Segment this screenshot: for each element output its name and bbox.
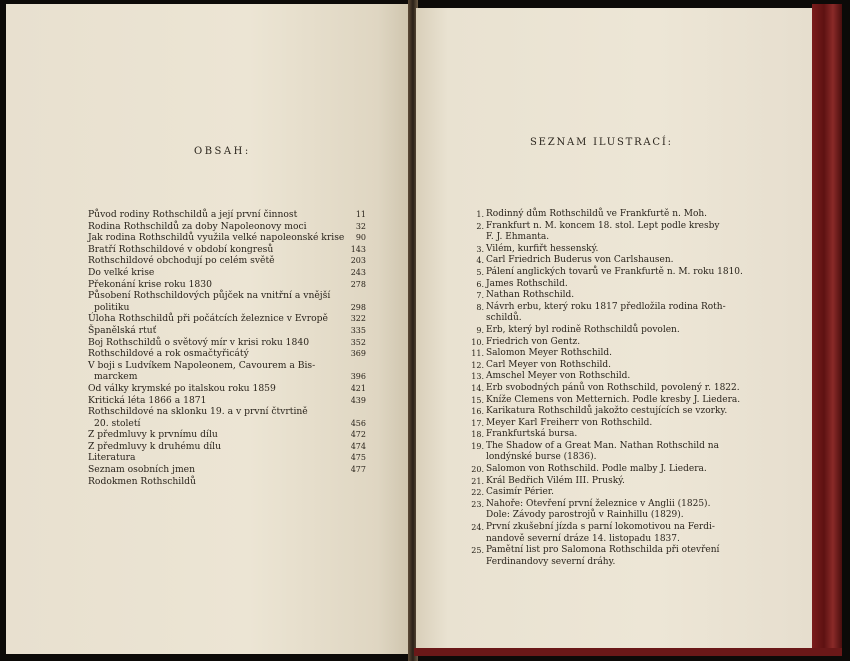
illustration-row <box>466 279 766 291</box>
illustration-number: 13. <box>471 372 484 382</box>
toc-row <box>88 371 378 383</box>
illustration-title: Salomon Meyer Rothschild. <box>486 348 612 359</box>
illustration-number: 23. <box>471 499 484 509</box>
illustration-row <box>466 499 766 511</box>
toc-title: Rodokmen Rothschildů <box>88 475 196 487</box>
illustration-number: 24. <box>471 523 484 533</box>
illustration-row <box>466 244 766 256</box>
toc-title: politiku <box>94 301 130 313</box>
toc-row <box>88 360 378 372</box>
illustration-number: 2. <box>476 221 484 231</box>
toc-row <box>88 452 378 464</box>
toc-title: Z předmluvy k druhému dílu <box>88 440 222 452</box>
toc-title: Původ rodiny Rothschildů a její první činnost <box>88 209 298 220</box>
toc-row <box>88 441 378 453</box>
toc-title: Seznam osobních jmen <box>88 464 196 476</box>
illustration-title: Ferdinandovy severní dráhy. <box>486 556 616 567</box>
illustration-row <box>466 418 766 430</box>
illustration-row <box>466 487 766 499</box>
toc-title: Rodina Rothschildů za doby Napoleonovy moci <box>88 220 307 232</box>
illustration-title: The Shadow of a Great Man. Nathan Rothschild na <box>486 440 719 451</box>
toc-title: Působení Rothschildových půjček na vnitřní a vnější <box>88 290 331 302</box>
illustration-row <box>466 302 766 314</box>
illustration-title: Karikatura Rothschildů jakožto cestujících se vzorky. <box>486 406 728 417</box>
illustration-number: 7. <box>476 291 484 301</box>
illustration-number: 1. <box>476 210 484 219</box>
illustration-title: nandově severní dráze 14. listopadu 1837. <box>486 533 680 544</box>
illustration-title: Pálení anglických tovarů ve Frankfurtě n. M. roku 1810. <box>486 266 743 277</box>
illustration-row <box>466 476 766 488</box>
illustration-title: Král Bedřich Vilém III. Pruský. <box>486 475 625 486</box>
illustration-row <box>466 534 766 546</box>
illustration-row <box>466 522 766 534</box>
illustration-row <box>466 510 766 522</box>
illustration-title: schildů. <box>486 313 522 324</box>
illustration-title: Erb, který byl rodině Rothschildů povolen. <box>486 324 680 335</box>
illustration-number: 14. <box>471 383 484 393</box>
toc-page-number: 203 <box>350 256 366 266</box>
illustration-row <box>466 209 766 221</box>
illustration-row <box>466 452 766 464</box>
toc-title: Do velké krise <box>88 266 155 278</box>
illustration-title: Rodinný dům Rothschildů ve Frankfurtě n. Moh. <box>486 209 708 219</box>
illustration-title: Nahoře: Otevření první železnice v Anglii (1825). <box>486 498 711 509</box>
table-of-contents <box>88 209 378 487</box>
illustration-row <box>466 441 766 453</box>
illustration-number: 21. <box>471 476 484 486</box>
toc-row <box>88 313 378 325</box>
toc-page-number: 143 <box>350 244 366 254</box>
illustration-row <box>466 255 766 267</box>
toc-title: Bratří Rothschildové v období kongresů <box>88 243 274 255</box>
illustration-title: Dole: Závody parostrojů v Rainhillu (1829). <box>486 510 684 521</box>
toc-title: V boji s Ludvíkem Napoleonem, Cavourem a Bis- <box>88 359 316 371</box>
illustration-row <box>466 429 766 441</box>
illustration-title: Salomon von Rothschild. Podle malby J. Liedera. <box>486 464 707 475</box>
illustration-title: Carl Friedrich Buderus von Carlshausen. <box>486 255 674 266</box>
toc-title: Kritická léta 1866 a 1871 <box>88 394 207 406</box>
illustration-title: F. J. Ehmanta. <box>486 232 550 243</box>
toc-page-number: 456 <box>350 418 366 428</box>
illustration-title: První zkušební jízda s parní lokomotivou na Ferdi- <box>486 522 715 533</box>
toc-row <box>88 232 378 244</box>
toc-page-number: 298 <box>350 302 366 312</box>
toc-title: Boj Rothschildů o světový mír v krisi roku 1840 <box>88 336 310 348</box>
toc-row <box>88 395 378 407</box>
illustration-number: 19. <box>471 441 484 451</box>
illustration-title: Vilém, kurfiřt hessenský. <box>486 243 599 254</box>
illustration-title: Amschel Meyer von Rothschild. <box>486 371 631 382</box>
illustration-title: James Rothschild. <box>486 278 568 289</box>
illustration-number: 17. <box>471 418 484 428</box>
illustration-title: Kníže Clemens von Metternich. Podle kresby J. Liedera. <box>486 394 741 405</box>
toc-row <box>88 383 378 395</box>
illustration-row <box>466 406 766 418</box>
illustration-number: 18. <box>471 430 484 440</box>
toc-title: Španělská rtuť <box>88 324 157 336</box>
red-cover-bottom <box>414 648 842 656</box>
illustration-number: 9. <box>476 325 484 335</box>
illustration-number: 15. <box>471 395 484 405</box>
illustration-row <box>466 221 766 233</box>
illustration-number: 5. <box>476 267 484 277</box>
illustration-title: Návrh erbu, který roku 1817 předložila rodina Roth- <box>486 301 726 312</box>
illustration-title: Friedrich von Gentz. <box>486 336 581 347</box>
toc-page-number: 90 <box>355 233 366 243</box>
toc-page-number: 335 <box>350 325 366 335</box>
illustration-title: Nathan Rothschild. <box>486 290 575 301</box>
toc-page-number: 32 <box>355 221 366 231</box>
toc-row <box>88 348 378 360</box>
toc-title: marckem <box>94 371 138 383</box>
illustration-title: Erb svobodných pánů von Rothschild, povolený r. 1822. <box>486 382 740 393</box>
toc-title: Rothschildové obchodují po celém světě <box>88 255 275 267</box>
illustration-row <box>466 337 766 349</box>
illustration-title: Frankfurtská bursa. <box>486 429 578 440</box>
illustration-row <box>466 267 766 279</box>
illustration-title: Pamětní list pro Salomona Rothschilda při otevření <box>486 545 720 556</box>
toc-row <box>88 290 378 302</box>
illustration-row <box>466 464 766 476</box>
illustrations-heading: SEZNAM ILUSTRACÍ: <box>530 137 673 148</box>
toc-row <box>88 267 378 279</box>
toc-page-number: 472 <box>350 430 366 440</box>
toc-page-number: 474 <box>350 441 366 451</box>
toc-title: Rothschildové a rok osmačtyřicátý <box>88 348 249 360</box>
illustration-number: 11. <box>471 349 484 359</box>
illustration-number: 3. <box>476 244 484 254</box>
toc-page-number: 369 <box>350 349 366 359</box>
illustration-row <box>466 360 766 372</box>
illustration-number: 4. <box>476 256 484 266</box>
toc-title: Rothschildové na sklonku 19. a v první čtvrtině <box>88 406 308 418</box>
illustration-number: 10. <box>471 337 484 347</box>
contents-heading: OBSAH: <box>194 146 251 157</box>
illustration-number: 6. <box>476 279 484 289</box>
toc-page-number: 475 <box>350 453 366 463</box>
toc-row <box>88 302 378 314</box>
toc-page-number: 396 <box>350 372 366 382</box>
toc-row <box>88 476 378 488</box>
toc-title: Úloha Rothschildů při počátcích železnice v Evropě <box>88 313 328 325</box>
toc-row <box>88 244 378 256</box>
toc-row <box>88 418 378 430</box>
illustration-list <box>466 209 766 568</box>
illustration-row <box>466 371 766 383</box>
toc-row <box>88 406 378 418</box>
illustration-row <box>466 313 766 325</box>
illustration-number: 25. <box>471 546 484 556</box>
toc-title: 20. století <box>94 417 141 429</box>
toc-title: Z předmluvy k prvnímu dílu <box>88 429 218 441</box>
illustration-title: Frankfurt n. M. koncem 18. stol. Lept podle kresby <box>486 220 720 231</box>
toc-page-number: 421 <box>350 383 366 393</box>
illustration-row <box>466 325 766 337</box>
toc-row <box>88 325 378 337</box>
toc-page-number: 439 <box>350 395 366 405</box>
toc-row <box>88 209 378 221</box>
illustration-number: 8. <box>476 302 484 312</box>
toc-page-number: 352 <box>350 337 366 347</box>
toc-page-number: 11 <box>355 210 366 219</box>
toc-page-number: 243 <box>350 267 366 277</box>
illustration-number: 12. <box>471 360 484 370</box>
illustration-number: 22. <box>471 488 484 498</box>
illustration-title: londýnské burse (1836). <box>486 452 597 463</box>
toc-row <box>88 337 378 349</box>
red-cover-edge <box>812 4 842 656</box>
toc-page-number: 278 <box>350 279 366 289</box>
illustration-row <box>466 383 766 395</box>
toc-row <box>88 464 378 476</box>
illustration-row <box>466 545 766 557</box>
toc-page-number: 477 <box>350 465 366 475</box>
illustration-row <box>466 395 766 407</box>
toc-row <box>88 429 378 441</box>
toc-row <box>88 279 378 291</box>
illustration-row <box>466 232 766 244</box>
toc-page-number: 322 <box>350 314 366 324</box>
toc-row <box>88 255 378 267</box>
toc-row <box>88 221 378 233</box>
illustration-number: 20. <box>471 465 484 475</box>
illustration-title: Carl Meyer von Rothschild. <box>486 359 612 370</box>
illustration-title: Casimír Périer. <box>486 487 554 498</box>
illustration-row <box>466 557 766 569</box>
toc-title: Překonání krise roku 1830 <box>88 278 212 290</box>
illustration-row <box>466 348 766 360</box>
toc-title: Od války krymské po italskou roku 1859 <box>88 382 276 394</box>
illustration-title: Meyer Karl Freiherr von Rothschild. <box>486 417 653 428</box>
illustration-row <box>466 290 766 302</box>
toc-title: Jak rodina Rothschildů využila velké napoleonské krise <box>88 232 345 244</box>
toc-title: Literatura <box>88 452 136 464</box>
illustration-number: 16. <box>471 407 484 417</box>
